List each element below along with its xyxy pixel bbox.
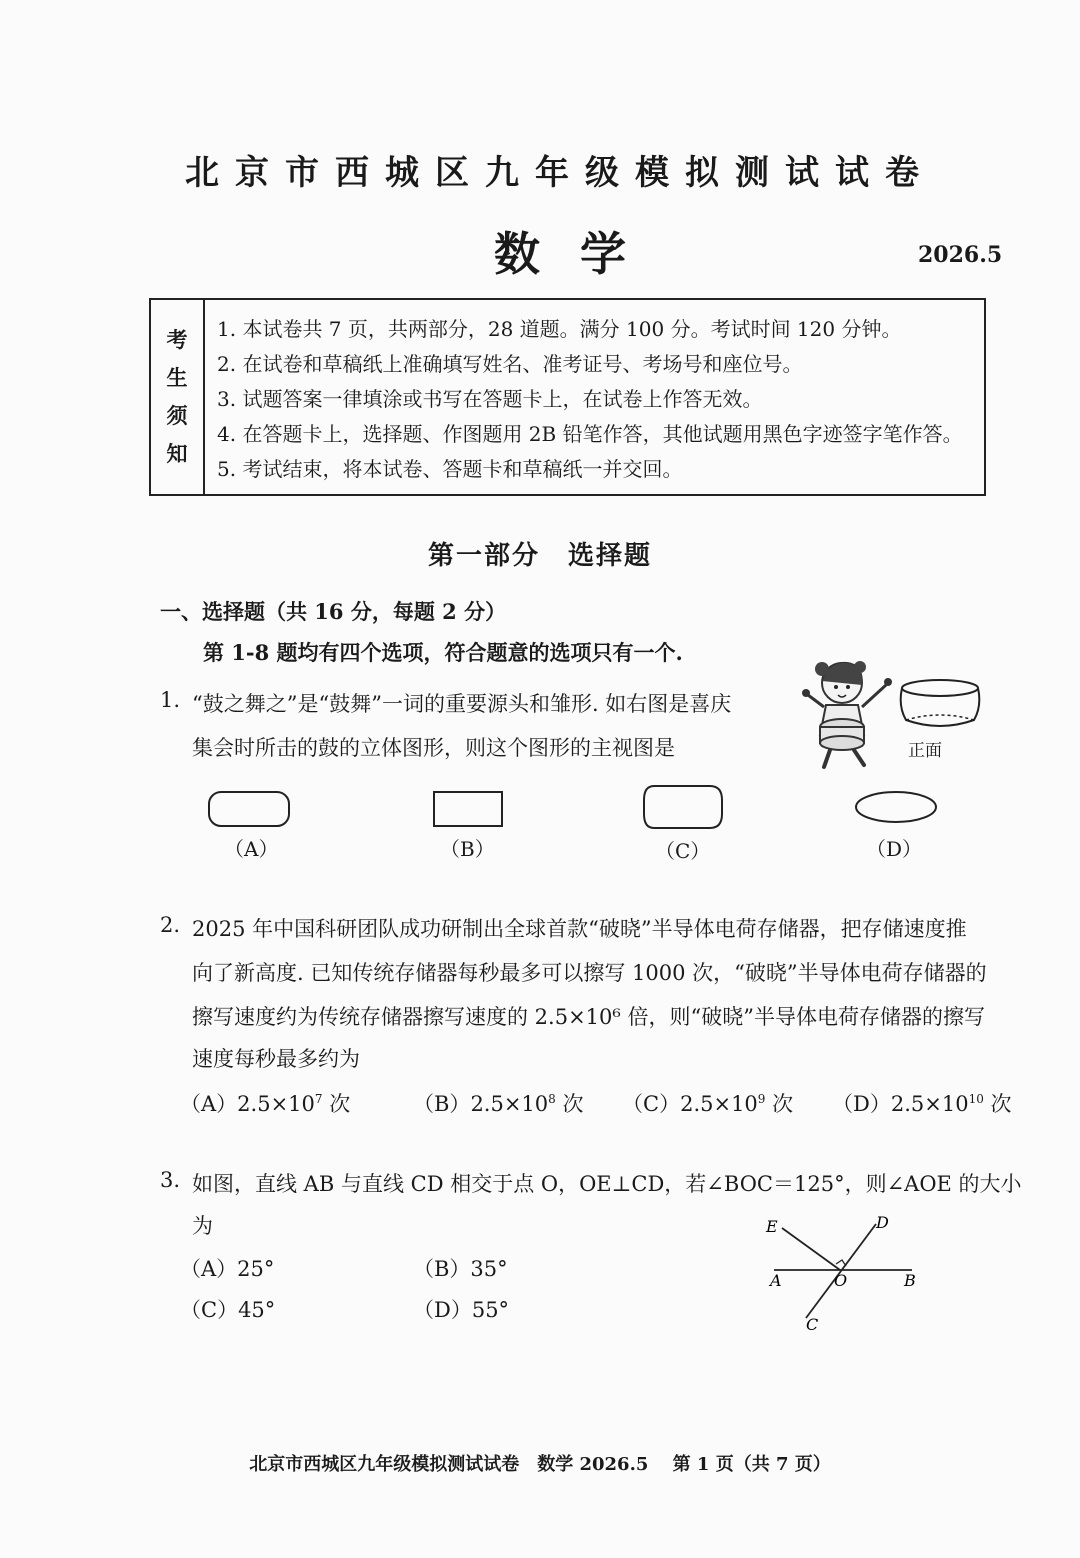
notice-side-char: 考 [166,327,188,352]
notice-item: 1. 本试卷共 7 页，共两部分，28 道题。满分 100 分。考试时间 120 分钟。 [217,317,902,341]
exam-notice-box [149,298,986,496]
question-line: 如图，直线 AB 与直线 CD 相交于点 O，OE⊥CD，若∠BOC＝125°，则∠AOE 的大小 [192,1172,1022,1196]
option-exponent: 8 [548,1092,556,1106]
question-line: 为 [192,1214,213,1238]
option-unit: 次 [990,1092,1012,1116]
question-line: 集会时所击的鼓的立体图形，则这个图形的主视图是 [192,736,675,760]
option-label: （B） [440,837,495,861]
option-unit: 次 [329,1092,351,1116]
option-d [832,1088,1012,1118]
option-c-shape [640,782,730,834]
notice-item: 5. 考试结束，将本试卷、答题卡和草稿纸一并交回。 [217,457,683,481]
question-number: 2. [160,913,181,937]
notice-item: 2. 在试卷和草稿纸上准确填写姓名、准考证号、考场号和座位号。 [217,352,803,376]
page-footer: 北京市西城区九年级模拟测试试卷 数学 2026.5 第 1 页（共 7 页） [249,1454,831,1475]
option-unit: 次 [562,1092,584,1116]
question-number: 1. [160,688,181,712]
option-letter: （B） [413,1092,471,1116]
option-b [413,1088,583,1118]
option-letter: （C） [622,1092,681,1116]
option-base: 2.5×10 [890,1092,969,1116]
option-unit: 次 [772,1092,794,1116]
option-b: （B）35° [413,1257,508,1281]
question-line: 擦写速度约为传统存储器擦写速度的 2.5×10⁶ 倍，则“破晓”半导体电荷存储器的擦写 [192,1005,985,1029]
option-letter: （D） [832,1092,891,1116]
exam-title: 北京市西城区九年级模拟测试试卷 [185,153,935,193]
question-line: 2025 年中国科研团队成功研制出全球首款“破晓”半导体电荷存储器，把存储速度推 [192,917,967,941]
option-exponent: 9 [757,1092,766,1106]
option-c [622,1088,793,1118]
option-c: （C）45° [180,1298,276,1322]
question-line: 向了新高度. 已知传统存储器每秒最多可以擦写 1000 次，“破晓”半导体电荷存储器的 [192,961,987,985]
option-letter: （A） [180,1092,238,1116]
option-d: （D）55° [413,1298,510,1322]
drum-solid-figure [898,678,988,733]
exam-date: 2026.5 [918,242,1003,268]
question-line: “鼓之舞之”是“鼓舞”一词的重要源头和雏形. 如右图是喜庆 [192,692,732,716]
option-label: （A） [224,837,279,861]
option-a [180,1088,350,1118]
option-a: （A）25° [180,1257,275,1281]
part-title: 第一部分 选择题 [427,541,652,571]
girl-drummer-illustration [800,655,900,775]
option-base: 2.5×10 [470,1092,549,1116]
point-o-label: O [834,1271,848,1290]
notice-side-char: 须 [166,403,188,428]
notice-side-char: 知 [166,441,188,466]
notice-list [217,312,963,487]
point-d-label: D [876,1213,889,1232]
option-base: 2.5×10 [680,1092,758,1116]
point-a-label: A [770,1271,782,1290]
front-view-label: 正面 [908,741,942,761]
ray-oe [782,1228,840,1270]
option-a-shape [205,788,295,830]
notice-item: 3. 试题答案一律填涂或书写在答题卡上，在试卷上作答无效。 [217,387,763,411]
option-d-shape [852,788,942,828]
subject-title: 数学 [494,227,666,281]
option-label: （D） [866,837,923,861]
option-exponent: 7 [314,1092,323,1106]
point-b-label: B [904,1271,916,1290]
notice-side-char: 生 [166,365,188,390]
section-note: 第 1-8 题均有四个选项，符合题意的选项只有一个. [203,640,683,665]
notice-side-label [151,300,205,494]
option-label: （C） [655,839,711,863]
point-e-label: E [766,1217,778,1236]
point-c-label: C [806,1315,819,1334]
option-b-shape [430,788,508,830]
notice-item: 4. 在答题卡上，选择题、作图题用 2B 铅笔作答，其他试题用黑色字迹签字笔作答。 [217,422,963,446]
option-exponent: 10 [968,1092,984,1106]
section-heading: 一、选择题（共 16 分，每题 2 分） [160,599,507,624]
question-line: 速度每秒最多约为 [192,1047,360,1071]
option-base: 2.5×10 [237,1092,315,1116]
question-number: 3. [160,1168,181,1192]
intersecting-lines-figure [760,1210,930,1335]
